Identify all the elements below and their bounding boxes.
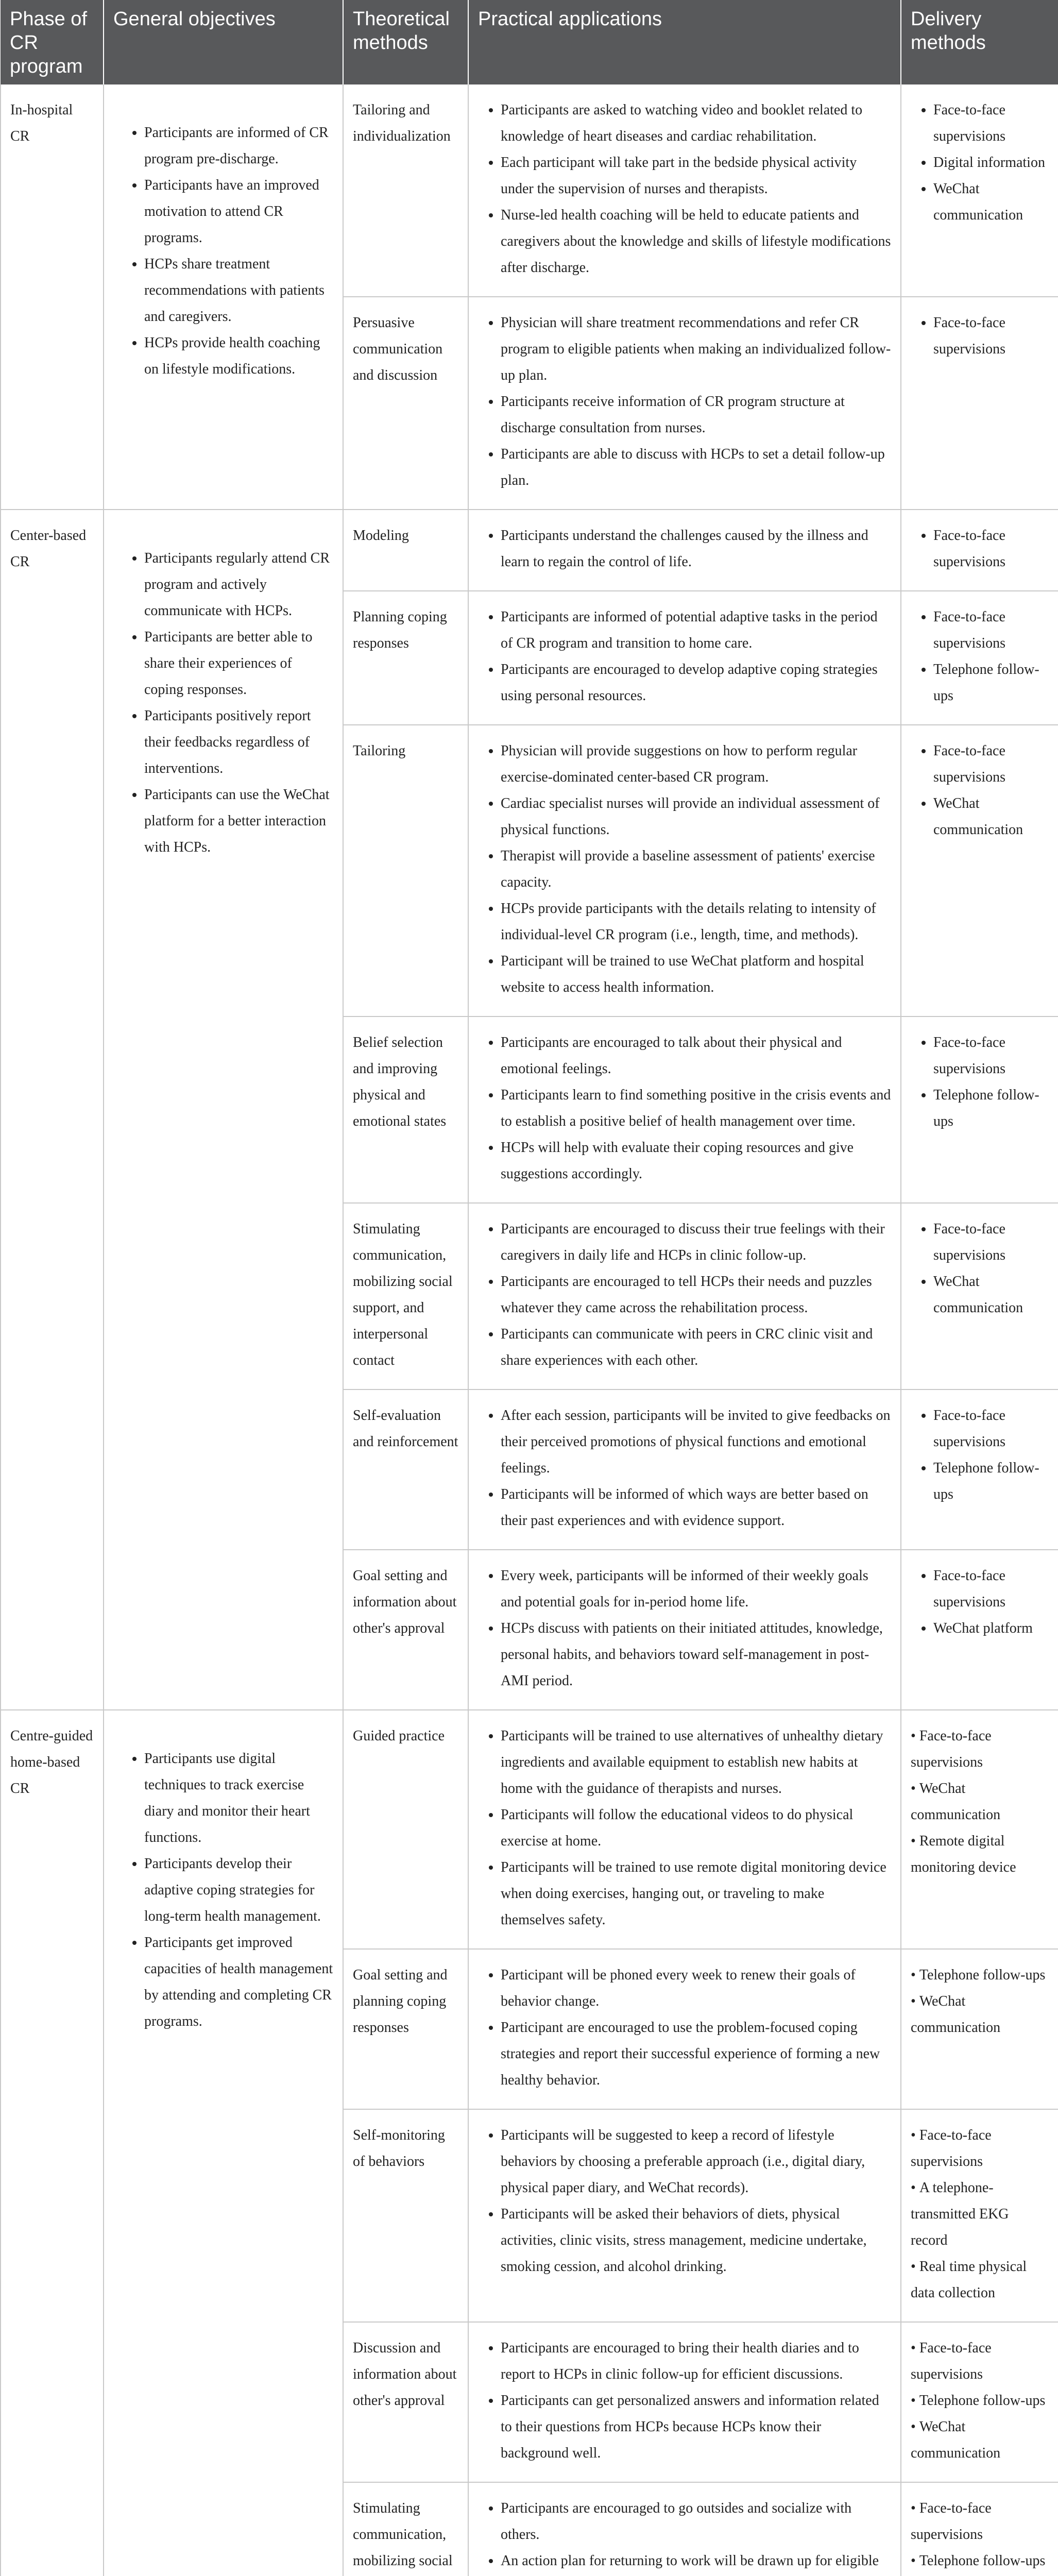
application-item: • Physician will provide suggestions on how to perform regular exercise-dominated center-based CR program. — [501, 738, 891, 790]
application-item-list — [478, 738, 891, 1001]
delivery-item: • Face-to-face supervisions — [933, 604, 1049, 656]
objectives-cell — [104, 84, 343, 510]
application-item-list — [478, 1723, 891, 1933]
application-item: • Cardiac specialist nurses will provide an individual assessment of physical functions. — [501, 790, 891, 843]
application-item: • Participants are encouraged to bring their health diaries and to report to HCPs in clinic follow-up for efficient discussions. — [501, 2335, 891, 2387]
method-cell: Modeling — [343, 510, 468, 591]
delivery-item: • Remote digital monitoring device — [911, 1828, 1049, 1880]
application-item: • Participants are encouraged to talk about their physical and emotional feelings. — [501, 1029, 891, 1082]
table-body — [1, 84, 1058, 2576]
table-row — [1, 510, 1058, 591]
delivery-item-list — [911, 1029, 1049, 1134]
delivery-item-list — [911, 522, 1049, 575]
method-cell: Planning coping responses — [343, 591, 468, 725]
delivery-cell — [901, 1949, 1058, 2109]
delivery-item: • WeChat communication — [911, 1775, 1049, 1828]
header-phase: Phase of CR program — [1, 0, 104, 84]
method-cell: Guided practice — [343, 1710, 468, 1949]
delivery-cell — [901, 2109, 1058, 2322]
application-item: • Participants are able to discuss with HCPs to set a detail follow-up plan. — [501, 441, 891, 494]
delivery-item: • Telephone follow-ups — [911, 2387, 1049, 2414]
delivery-item-list — [911, 1563, 1049, 1641]
delivery-item: • WeChat communication — [911, 2414, 1049, 2466]
objective-item-list — [113, 1723, 333, 2035]
delivery-item-list — [911, 1962, 1049, 2041]
application-item-list — [478, 1402, 891, 1534]
objectives-cell — [104, 510, 343, 1710]
applications-cell — [468, 510, 901, 591]
application-item: • HCPs discuss with patients on their initiated attitudes, knowledge, personal habits, and behaviors toward self-management in post-AMI period. — [501, 1615, 891, 1694]
application-item-list — [478, 1216, 891, 1374]
delivery-item: • Face-to-face supervisions — [933, 1029, 1049, 1082]
application-item: • Participants understand the challenges caused by the illness and learn to regain the control of life. — [501, 522, 891, 575]
application-item: • Participants can get personalized answers and information related to their questions from HCPs because HCPs know their background well. — [501, 2387, 891, 2466]
delivery-item — [911, 2574, 1049, 2576]
application-item: • Participants receive information of CR program structure at discharge consultation from nurses. — [501, 388, 891, 441]
objective-item: • Participants get improved capacities of health management by attending and completing CR programs. — [144, 1929, 333, 2035]
applications-cell — [468, 591, 901, 725]
delivery-item: • WeChat communication — [933, 1268, 1049, 1321]
delivery-item: • A telephone-transmitted EKG record — [911, 2175, 1049, 2253]
application-item: • Participants will be trained to use remote digital monitoring device when doing exercises, hanging out, or traveling to make themselves safety. — [501, 1854, 891, 1933]
applications-cell — [468, 1949, 901, 2109]
delivery-cell — [901, 1203, 1058, 1389]
objective-item: • Participants are informed of CR program pre-discharge. — [144, 120, 333, 172]
application-item: • Participants will be asked their behaviors of diets, physical activities, clinic visits, stress management, medicine undertake, smoking cession, and alcohol drinking. — [501, 2201, 891, 2280]
method-cell: Stimulating communication, mobilizing social — [343, 2482, 468, 2576]
application-item: • Participants will be trained to use alternatives of unhealthy dietary ingredients and available equipment to establish new habits at home with the guidance of therapists and nurses. — [501, 1723, 891, 1802]
delivery-item: • Face-to-face supervisions — [933, 522, 1049, 575]
method-cell: Self-monitoring of behaviors — [343, 2109, 468, 2322]
delivery-cell — [901, 297, 1058, 510]
delivery-item: • Telephone follow-ups — [911, 1962, 1049, 1988]
objective-item: • Participants have an improved motivation to attend CR programs. — [144, 172, 333, 251]
delivery-item-list — [911, 2335, 1049, 2466]
method-cell: Belief selection and improving physical and emotional states — [343, 1016, 468, 1203]
applications-cell — [468, 1550, 901, 1710]
table-header — [1, 0, 1058, 84]
delivery-item: • Face-to-face supervisions — [933, 310, 1049, 362]
delivery-cell — [901, 1389, 1058, 1550]
applications-cell — [468, 725, 901, 1016]
delivery-item: • Digital information — [933, 149, 1049, 176]
delivery-cell — [901, 591, 1058, 725]
delivery-item: • Face-to-face supervisions — [911, 2495, 1049, 2548]
application-item: • Participant will be phoned every week to renew their goals of behavior change. — [501, 1962, 891, 2014]
application-item-list — [478, 522, 891, 575]
delivery-cell — [901, 510, 1058, 591]
delivery-cell — [901, 2322, 1058, 2482]
objective-item-list — [113, 522, 333, 860]
delivery-cell — [901, 1016, 1058, 1203]
objectives-cell — [104, 1710, 343, 2576]
applications-cell — [468, 297, 901, 510]
application-item: • Physician will share treatment recommendations and refer CR program to eligible patients when making an individualized follow-up plan. — [501, 310, 891, 388]
delivery-item: • Face-to-face supervisions — [933, 1402, 1049, 1455]
delivery-item: • Face-to-face supervisions — [933, 1563, 1049, 1615]
delivery-cell — [901, 2482, 1058, 2576]
objective-item: • HCPs share treatment recommendations with patients and caregivers. — [144, 251, 333, 330]
application-item: • Participants learn to find something positive in the crisis events and to establish a positive belief of health management over time. — [501, 1082, 891, 1134]
delivery-cell — [901, 725, 1058, 1016]
application-item: • Participants are encouraged to go outsides and socialize with others. — [501, 2495, 891, 2548]
objective-item: • Participants use digital techniques to track exercise diary and monitor their heart functions. — [144, 1745, 333, 1851]
objective-item: • Participants develop their adaptive coping strategies for long-term health management. — [144, 1851, 333, 1929]
delivery-item: • Telephone follow-ups — [911, 2548, 1049, 2574]
application-item: • Therapist will provide a baseline assessment of patients' exercise capacity. — [501, 843, 891, 895]
delivery-item: • Telephone follow-ups — [933, 656, 1049, 709]
application-item: • Participants can communicate with peers in CRC clinic visit and share experiences with each other. — [501, 1321, 891, 1374]
delivery-item: • WeChat communication — [911, 1988, 1049, 2041]
application-item: • An action plan for returning to work will be drawn up for eligible — [501, 2548, 891, 2576]
objective-item: • Participants are better able to share their experiences of coping responses. — [144, 624, 333, 703]
applications-cell — [468, 2109, 901, 2322]
applications-cell — [468, 2482, 901, 2576]
application-item: • Participant are encouraged to use the problem-focused coping strategies and report their successful experience of forming a new healthy behavior. — [501, 2014, 891, 2093]
delivery-item: • WeChat communication — [933, 790, 1049, 843]
method-cell: Goal setting and information about other's approval — [343, 1550, 468, 1710]
application-item: • After each session, participants will be invited to give feedbacks on their perceived promotions of physical functions and emotional feelings. — [501, 1402, 891, 1481]
application-item: • Nurse-led health coaching will be held to educate patients and caregivers about the knowledge and skills of lifestyle modifications after discharge. — [501, 202, 891, 281]
header-row — [1, 0, 1058, 84]
application-item: • Participants are informed of potential adaptive tasks in the period of CR program and transition to home care. — [501, 604, 891, 656]
delivery-item-list — [911, 1402, 1049, 1507]
delivery-item: • Face-to-face supervisions — [933, 1216, 1049, 1268]
application-item: • Participants are asked to watching video and booklet related to knowledge of heart diseases and cardiac rehabilitation. — [501, 97, 891, 149]
application-item-list — [478, 2122, 891, 2280]
application-item: • Participants will be suggested to keep a record of lifestyle behaviors by choosing a preferable approach (i.e., digital diary, physical paper diary, and WeChat records). — [501, 2122, 891, 2201]
objective-item: • Participants regularly attend CR program and actively communicate with HCPs. — [144, 545, 333, 624]
header-methods: Theoretical methods — [343, 0, 468, 84]
delivery-item-list — [911, 97, 1049, 228]
phase-cell: Center-based CR — [1, 510, 104, 1710]
delivery-item-list — [911, 2122, 1049, 2306]
method-cell: Tailoring and individualization — [343, 84, 468, 297]
applications-cell — [468, 1016, 901, 1203]
header-applications: Practical applications — [468, 0, 901, 84]
applications-cell — [468, 1203, 901, 1389]
application-item-list — [478, 310, 891, 494]
method-cell: Stimulating communication, mobilizing social support, and interpersonal contact — [343, 1203, 468, 1389]
application-item: • HCPs will help with evaluate their coping resources and give suggestions accordingly. — [501, 1134, 891, 1187]
application-item: • Participants are encouraged to tell HCPs their needs and puzzles whatever they came across the rehabilitation process. — [501, 1268, 891, 1321]
delivery-cell — [901, 1710, 1058, 1949]
phase-cell: In-hospital CR — [1, 84, 104, 510]
application-item-list — [478, 2495, 891, 2576]
delivery-item: • Face-to-face supervisions — [933, 738, 1049, 790]
applications-cell — [468, 1710, 901, 1949]
objective-item: • Participants positively report their feedbacks regardless of interventions. — [144, 703, 333, 782]
application-item: • Participants will follow the educational videos to do physical exercise at home. — [501, 1802, 891, 1854]
delivery-item: • Face-to-face supervisions — [911, 2122, 1049, 2175]
delivery-item-list — [911, 738, 1049, 843]
application-item-list — [478, 2335, 891, 2466]
delivery-item: • Face-to-face supervisions — [911, 1723, 1049, 1775]
delivery-item-list — [911, 1216, 1049, 1321]
delivery-item-list — [911, 604, 1049, 709]
table-row — [1, 1710, 1058, 1949]
application-item: • Participants will be informed of which ways are better based on their past experiences and with evidence support. — [501, 1481, 891, 1534]
delivery-item: • Telephone follow-ups — [933, 1455, 1049, 1507]
method-cell: Tailoring — [343, 725, 468, 1016]
delivery-item: • Face-to-face supervisions — [933, 97, 1049, 149]
application-item: • Participants are encouraged to discuss their true feelings with their caregivers in daily life and HCPs in clinic follow-up. — [501, 1216, 891, 1268]
application-item: • Participant will be trained to use WeChat platform and hospital website to access health information. — [501, 948, 891, 1001]
table-row — [1, 84, 1058, 297]
delivery-item: • Telephone follow-ups — [933, 1082, 1049, 1134]
objective-item-list — [113, 97, 333, 382]
delivery-cell — [901, 84, 1058, 297]
delivery-item-list — [911, 310, 1049, 362]
application-item: • Every week, participants will be informed of their weekly goals and potential goals for in-period home life. — [501, 1563, 891, 1615]
method-cell: Goal setting and planning coping responses — [343, 1949, 468, 2109]
applications-cell — [468, 2322, 901, 2482]
delivery-item-list — [911, 1723, 1049, 1880]
method-cell: Discussion and information about other's approval — [343, 2322, 468, 2482]
application-item: • Participants are encouraged to develop adaptive coping strategies using personal resources. — [501, 656, 891, 709]
applications-cell — [468, 84, 901, 297]
delivery-item: • WeChat communication — [933, 176, 1049, 228]
application-item-list — [478, 1029, 891, 1187]
application-item-list — [478, 604, 891, 709]
objective-item: • HCPs provide health coaching on lifestyle modifications. — [144, 330, 333, 382]
method-cell: Persuasive communication and discussion — [343, 297, 468, 510]
application-item-list — [478, 1962, 891, 2093]
applications-cell — [468, 1389, 901, 1550]
application-item-list — [478, 97, 891, 281]
application-item: • Each participant will take part in the bedside physical activity under the supervision of nurses and therapists. — [501, 149, 891, 202]
delivery-item: • WeChat platform — [933, 1615, 1049, 1641]
header-objectives: General objectives — [104, 0, 343, 84]
application-item: • HCPs provide participants with the details relating to intensity of individual-level CR program (i.e., length, time, and methods). — [501, 895, 891, 948]
delivery-item-list — [911, 2495, 1049, 2576]
objective-item: • Participants can use the WeChat platform for a better interaction with HCPs. — [144, 782, 333, 860]
delivery-item: • Real time physical data collection — [911, 2253, 1049, 2306]
delivery-item: • Face-to-face supervisions — [911, 2335, 1049, 2387]
application-item-list — [478, 1563, 891, 1694]
method-cell: Self-evaluation and reinforcement — [343, 1389, 468, 1550]
header-delivery: Delivery methods — [901, 0, 1058, 84]
phase-cell: Centre-guided home-based CR — [1, 1710, 104, 2576]
delivery-cell — [901, 1550, 1058, 1710]
